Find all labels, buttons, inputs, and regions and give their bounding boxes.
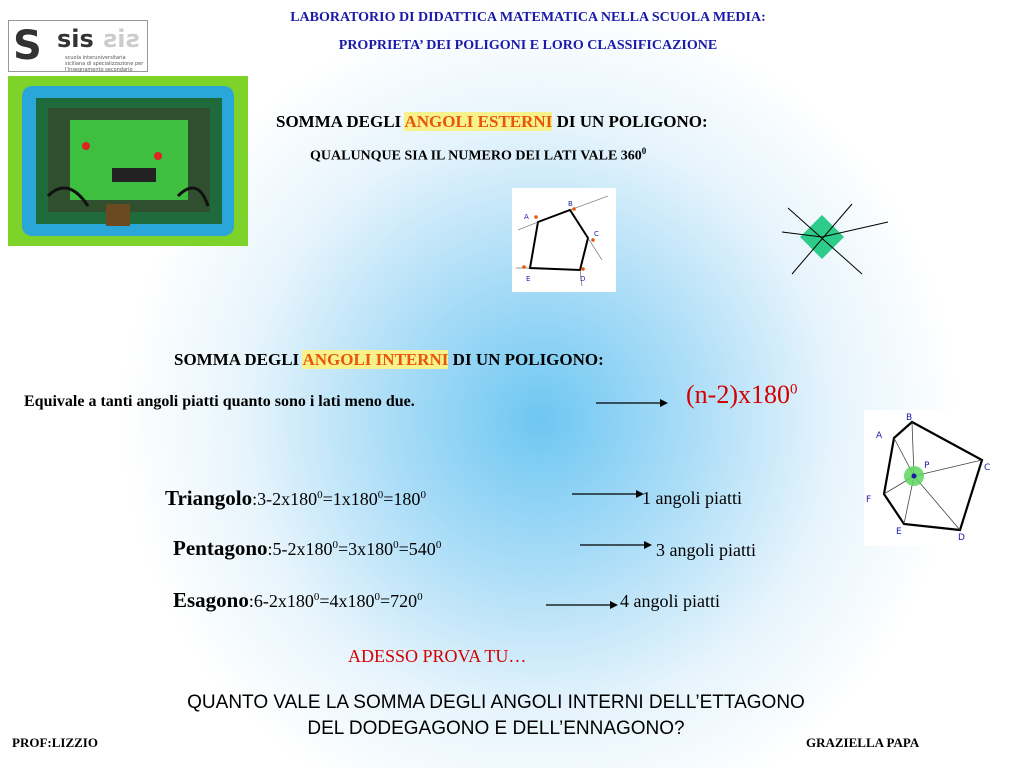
footer-author: GRAZIELLA PAPA [806, 735, 920, 750]
footer-professor: PROF:LIZZIO [12, 735, 98, 750]
figure-label-b: B [568, 200, 573, 208]
logo-tagline: scuola interuniversitaria siciliana di specializzazione per l'insegnamento secondario [65, 55, 144, 73]
sis-logo [8, 20, 148, 72]
arrow-icon [580, 538, 652, 552]
external-angles-title: SOMMA DEGLI ANGOLI ESTERNI DI UN POLIGONO: [276, 112, 708, 131]
external-angles-subtitle: QUALUNQUE SIA IL NUMERO DEI LATI VALE $360^0$ [310, 146, 647, 164]
children-drawing-image [8, 76, 248, 246]
hex-label-f: F [866, 495, 872, 505]
hex-label-p: P [924, 461, 930, 471]
hex-label-d: D [958, 533, 965, 543]
internal-angles-highlight: ANGOLI INTERNI [302, 350, 449, 369]
arrow-icon [572, 487, 644, 501]
figure-label-c: C [594, 230, 599, 238]
formula-arrow-icon [596, 396, 668, 410]
hex-label-b: B [906, 413, 913, 423]
example-pentagono-result: 3 angoli piatti [656, 540, 756, 560]
internal-angles-formula: $(n-2)x180^0$ [686, 380, 798, 409]
exercise-question: QUANTO VALE LA SOMMA DEGLI ANGOLI INTERNI DELL’ETTAGONO DEL DODEGAGONO E DELL’ENNAGONO? [187, 692, 805, 739]
external-angles-highlight: ANGOLI ESTERNI [404, 112, 553, 131]
figure-label-a: A [524, 213, 529, 221]
header-line-2: PROPRIETA’ DEI POLIGONI E LORO CLASSIFICAZIONE [338, 38, 718, 53]
example-esagono-result: 4 angoli piatti [620, 591, 720, 611]
logo-name: sis [57, 25, 94, 53]
figure-label-d: D [580, 275, 586, 283]
hex-label-e: E [896, 527, 902, 537]
internal-angles-title: SOMMA DEGLI ANGOLI INTERNI DI UN POLIGONO: [174, 350, 604, 369]
logo-mark: S [13, 23, 42, 69]
logo-name-mirror: sis [103, 25, 140, 53]
header-line-1: LABORATORIO DI DIDATTICA MATEMATICA NELLA SCUOLA MEDIA: [290, 10, 766, 25]
internal-angles-figure [864, 410, 1004, 546]
hex-label-c: C [984, 463, 991, 473]
external-angles-figure [512, 188, 616, 292]
external-angle-diamond-figure [782, 200, 892, 280]
example-triangolo-result: 1 angoli piatti [642, 488, 742, 508]
example-pentagono: $Pentagono:5-2x180^0=3x180^0=540^0$ [173, 536, 442, 560]
hex-label-a: A [876, 431, 883, 441]
example-triangolo: $Triangolo:3-2x180^0=1x180^0=180^0$ [165, 486, 426, 510]
arrow-icon [546, 598, 618, 612]
internal-angles-statement: Equivale a tanti angoli piatti quanto sono i lati meno due. [24, 393, 415, 410]
figure-label-e: E [526, 275, 531, 283]
example-esagono: $Esagono:6-2x180^0=4x180^0=720^0$ [173, 588, 423, 612]
try-it-prompt: ADESSO PROVA TU… [348, 646, 527, 666]
